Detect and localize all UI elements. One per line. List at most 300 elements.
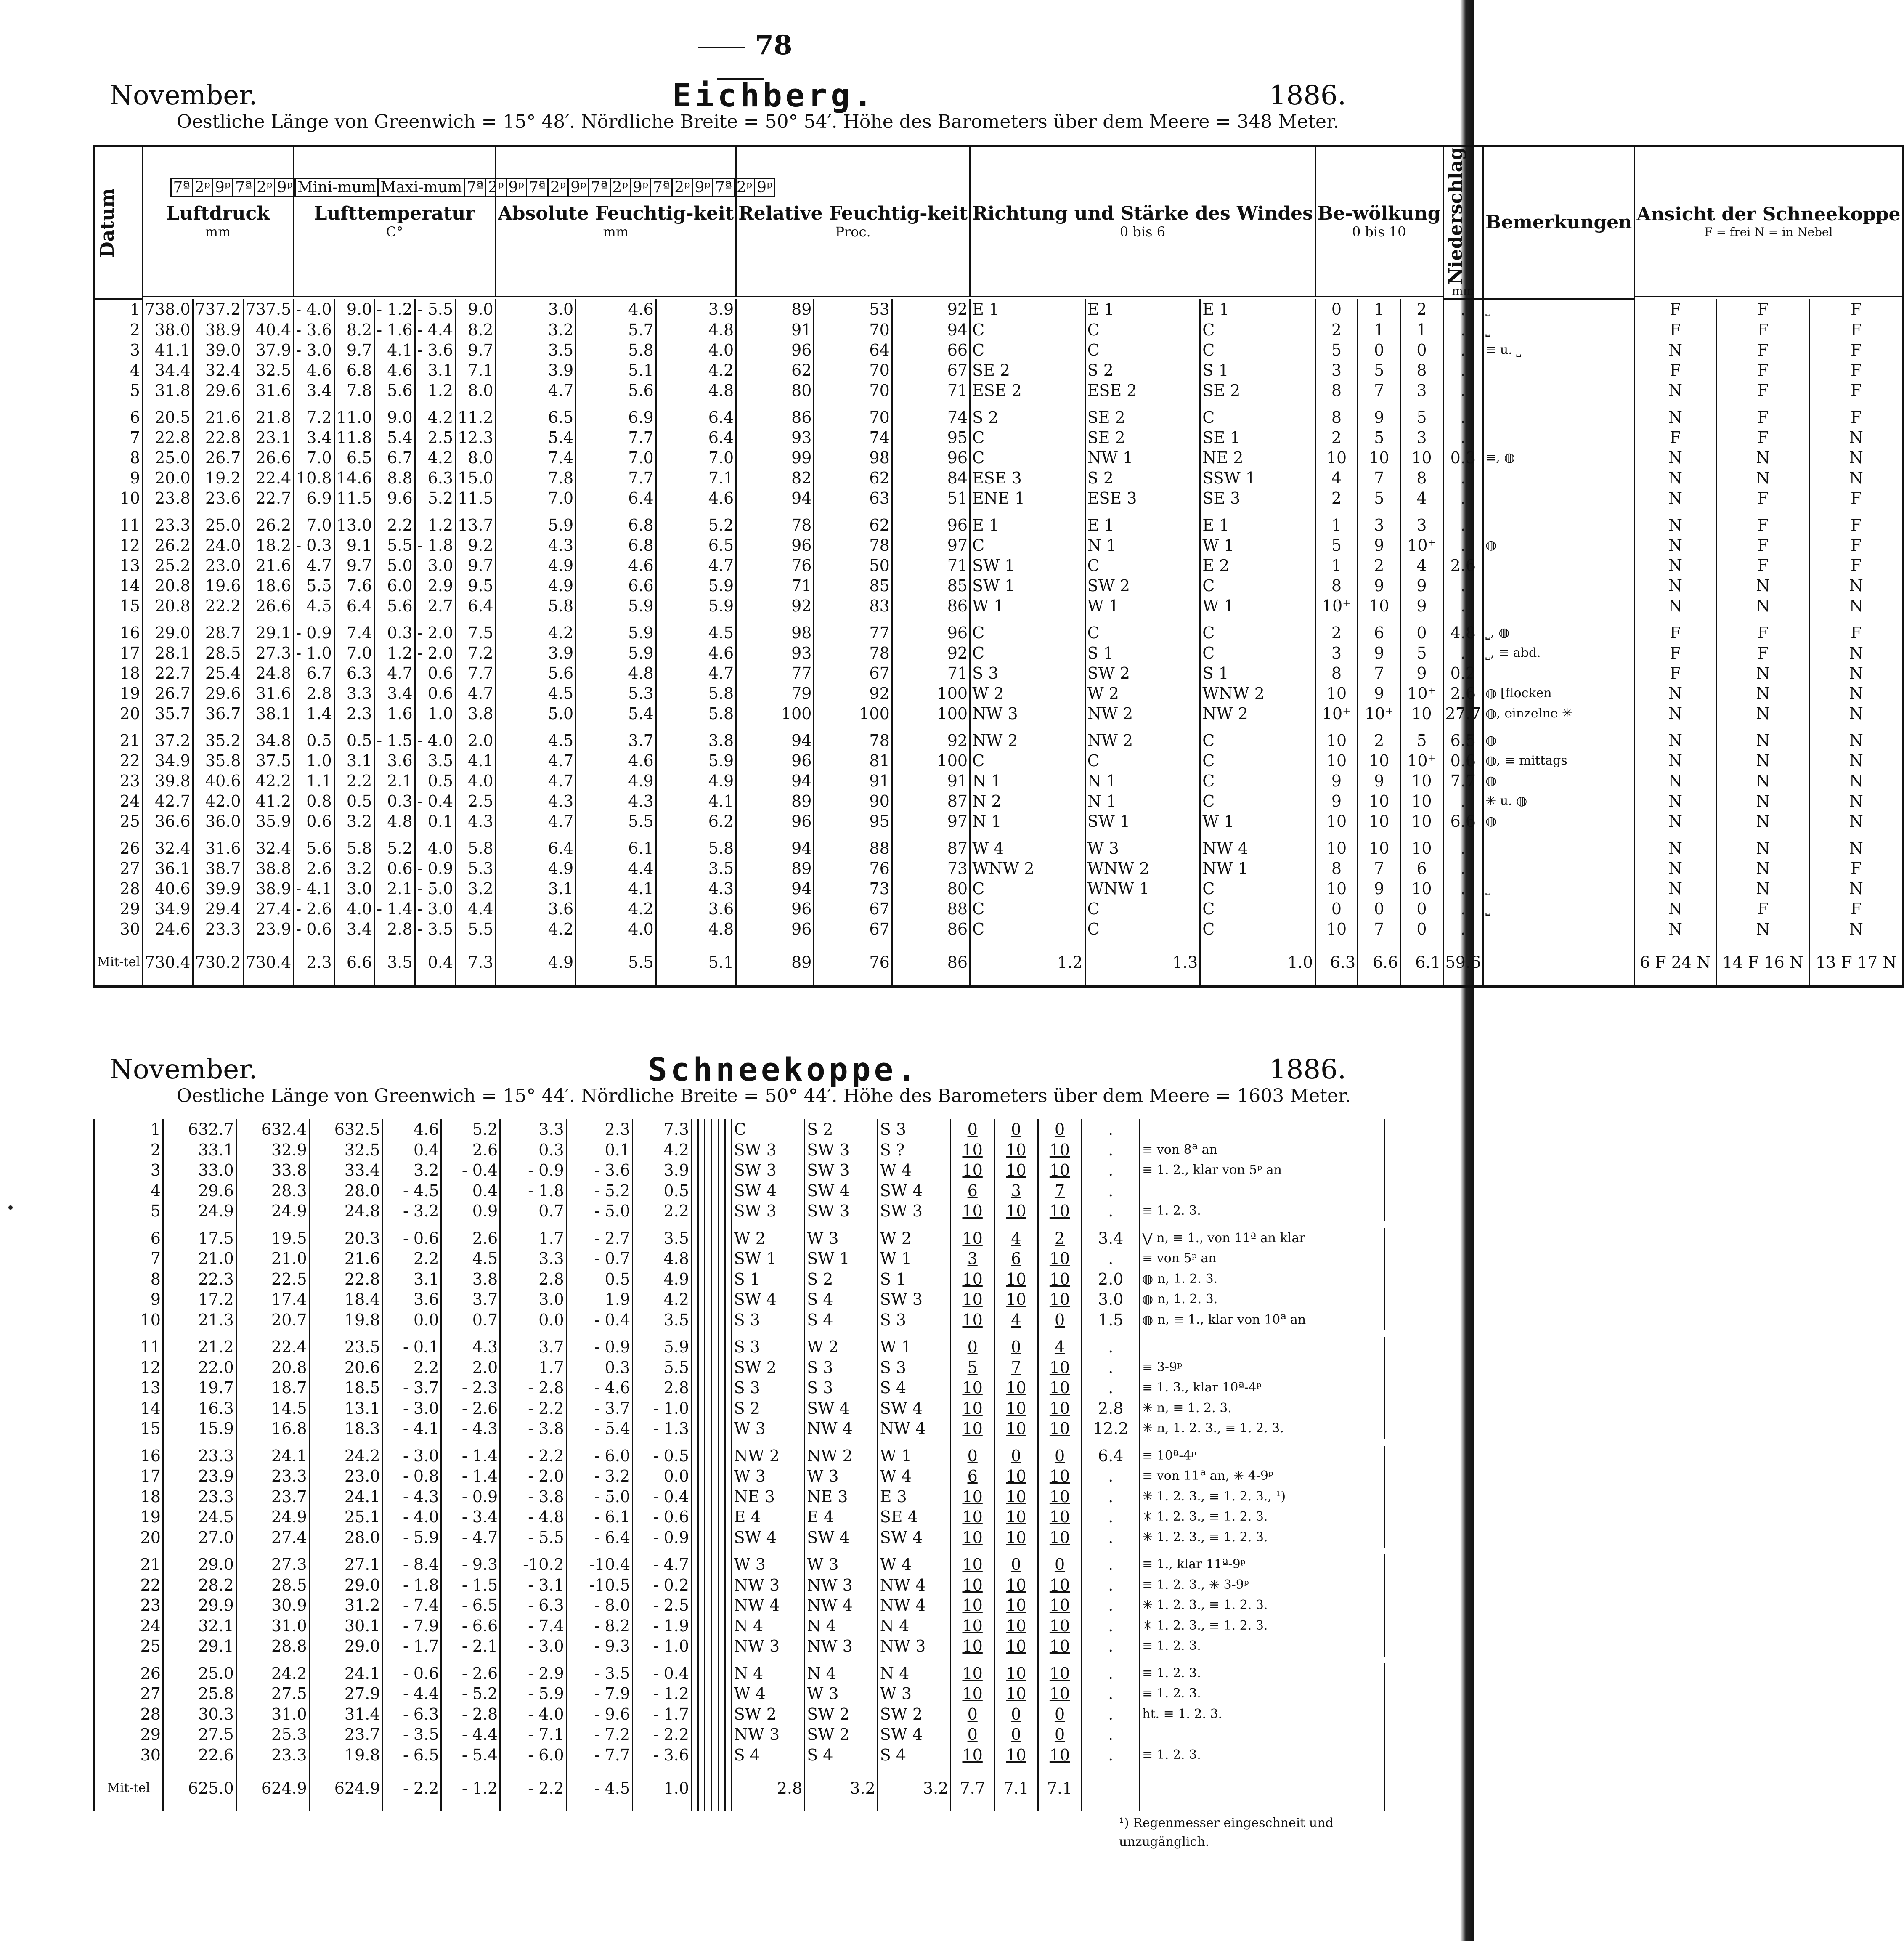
- table-cell: 3.0: [1082, 1289, 1140, 1310]
- table-cell: 10: [951, 1575, 994, 1596]
- table-cell: 1.5: [1082, 1310, 1140, 1330]
- table-cell: NW 1: [1200, 858, 1315, 879]
- table-cell: 4.7: [656, 555, 736, 576]
- table-cell: W 1: [1200, 596, 1315, 616]
- empty-cell: [691, 1337, 698, 1357]
- table-cell: 5.9: [496, 515, 576, 535]
- table-row: [95, 838, 1903, 858]
- table-cell: - 9.3: [441, 1554, 500, 1575]
- table-cell: 10: [951, 1289, 994, 1310]
- spacer-cell: [718, 1657, 725, 1663]
- mittel-cell: 7.1: [994, 1765, 1038, 1811]
- table-cell: 2.9: [415, 576, 455, 596]
- table-cell: 10: [1038, 1378, 1082, 1398]
- table-cell: 24.9: [236, 1201, 309, 1221]
- spacer-cell: [691, 1439, 698, 1446]
- spacer-cell: [1443, 616, 1483, 623]
- empty-cell: [718, 1683, 725, 1704]
- table-cell: SW 3: [878, 1201, 951, 1221]
- table-cell: - 4.0: [415, 730, 455, 751]
- table-cell: N: [1634, 407, 1716, 427]
- table-cell: 24.1: [309, 1663, 382, 1684]
- table-cell: 4.9: [656, 771, 736, 791]
- spacer-cell: [1085, 831, 1200, 838]
- table-cell: ◍, einzelne ✳: [1483, 704, 1634, 724]
- table-cell: 10: [1400, 704, 1443, 724]
- table-cell: 2: [95, 320, 143, 340]
- table-cell: 19: [94, 1507, 163, 1527]
- spacer-cell: [1634, 616, 1716, 623]
- empty-cell: [691, 1418, 698, 1439]
- table-cell: 33.8: [236, 1160, 309, 1181]
- table-cell: N: [1716, 858, 1809, 879]
- empty-cell: [725, 1181, 732, 1201]
- spacer-cell: [576, 401, 656, 407]
- table-cell: 12.2: [1082, 1418, 1140, 1439]
- table-cell: - 1.2: [633, 1683, 692, 1704]
- table-cell: 6.3: [415, 468, 455, 488]
- empty-cell: [705, 1446, 711, 1466]
- table-cell: - 2.5: [633, 1595, 692, 1616]
- table-row: [94, 1704, 1384, 1725]
- table-cell: 5.9: [633, 1337, 692, 1357]
- table-cell: - 0.1: [382, 1337, 441, 1357]
- spacer-cell: [193, 401, 243, 407]
- table-cell: NW 4: [878, 1418, 951, 1439]
- table-cell: .: [1082, 1181, 1140, 1201]
- empty-cell: [705, 1663, 711, 1684]
- table-cell: [1483, 427, 1634, 448]
- spacer-cell: [1082, 1548, 1140, 1554]
- table-cell: S 2: [970, 407, 1085, 427]
- page-number: 78: [656, 29, 825, 93]
- table-cell: 33.1: [163, 1140, 236, 1160]
- spacer-cell: [698, 1657, 705, 1663]
- mittel-cell: 6.6: [334, 939, 374, 987]
- empty-cell: [711, 1745, 718, 1766]
- mittel-cell: 2.3: [294, 939, 334, 987]
- empty-cell: [705, 1527, 711, 1548]
- table-cell: [1483, 407, 1634, 427]
- table-cell: .: [1082, 1636, 1140, 1657]
- table-cell: 4: [95, 360, 143, 380]
- table-cell: N: [1634, 899, 1716, 919]
- spacer-cell: [878, 1548, 951, 1554]
- table-cell: S 2: [1085, 468, 1200, 488]
- table-cell: - 4.4: [441, 1724, 500, 1745]
- table-cell: 32.9: [236, 1140, 309, 1160]
- table-cell: 4.6: [374, 360, 415, 380]
- empty-cell: [698, 1119, 705, 1140]
- table-cell: F: [1809, 858, 1903, 879]
- table-cell: SE 3: [1200, 488, 1315, 508]
- table-cell: 100: [892, 704, 970, 724]
- table-cell: 10: [1315, 811, 1358, 831]
- table-cell: W 4: [878, 1160, 951, 1181]
- spacer-cell: [691, 1548, 698, 1554]
- spacer-cell: [1716, 401, 1809, 407]
- table-cell: 91: [736, 320, 814, 340]
- table-cell: 4.3: [441, 1337, 500, 1357]
- table-cell: 0: [951, 1337, 994, 1357]
- table-cell: 10⁺: [1315, 704, 1358, 724]
- table-cell: 23.7: [309, 1724, 382, 1745]
- schneekoppe-month: November.: [109, 1054, 257, 1085]
- spacer-cell: [95, 401, 143, 407]
- table-cell: 10: [1038, 1269, 1082, 1290]
- table-cell: ◍: [1483, 811, 1634, 831]
- table-cell: [1483, 576, 1634, 596]
- spacer-cell: [95, 831, 143, 838]
- spacer-cell: [496, 508, 576, 515]
- spacer-cell: [1038, 1221, 1082, 1228]
- table-cell: - 4.3: [441, 1418, 500, 1439]
- spacer-cell: [294, 831, 334, 838]
- schneekoppe-year: 1886.: [1269, 1054, 1346, 1085]
- table-cell: 4.7: [496, 751, 576, 771]
- spacer-cell: [1716, 831, 1809, 838]
- table-cell: 2.2: [633, 1201, 692, 1221]
- spacer-cell: [805, 1657, 878, 1663]
- spacer-cell: [243, 831, 294, 838]
- table-cell: SW 4: [878, 1181, 951, 1201]
- table-cell: C: [1200, 576, 1315, 596]
- table-cell: 26: [94, 1663, 163, 1684]
- table-cell: 16.8: [236, 1418, 309, 1439]
- table-cell: E 1: [1200, 299, 1315, 320]
- spacer-cell: [1315, 616, 1358, 623]
- subheader-cell: 7ª: [464, 178, 486, 196]
- table-cell: 1: [1400, 320, 1443, 340]
- table-cell: 4.3: [576, 791, 656, 811]
- table-cell: 0: [951, 1446, 994, 1466]
- spacer-cell: [736, 508, 814, 515]
- table-cell: [1483, 596, 1634, 616]
- table-cell: 23: [94, 1595, 163, 1616]
- table-cell: 5.7: [576, 320, 656, 340]
- table-cell: S 2: [805, 1269, 878, 1290]
- table-cell: 5.4: [576, 704, 656, 724]
- table-cell: 9.7: [334, 340, 374, 360]
- table-cell: E 1: [970, 515, 1085, 535]
- mittel-cell: 3.2: [805, 1765, 878, 1811]
- table-cell: 13.7: [456, 515, 496, 535]
- table-cell: 19.7: [163, 1378, 236, 1398]
- spacer-cell: [736, 616, 814, 623]
- table-cell: 10⁺: [1400, 751, 1443, 771]
- table-cell: 2.1: [374, 879, 415, 899]
- table-cell: S 3: [878, 1357, 951, 1378]
- spacer-cell: [994, 1221, 1038, 1228]
- spacer-cell: [309, 1439, 382, 1446]
- table-cell: 84: [892, 468, 970, 488]
- empty-cell: [718, 1636, 725, 1657]
- table-cell: 51: [892, 488, 970, 508]
- table-cell: 71: [892, 555, 970, 576]
- table-cell: 0.5: [633, 1181, 692, 1201]
- table-cell: 7.1: [456, 360, 496, 380]
- remark-cell: ≡ 1., klar 11ª-9ᵖ: [1140, 1554, 1384, 1575]
- spacer-cell: [236, 1439, 309, 1446]
- table-cell: 7.0: [656, 448, 736, 468]
- table-cell: 4.0: [456, 771, 496, 791]
- table-cell: 23: [95, 771, 143, 791]
- empty-cell: [711, 1201, 718, 1221]
- table-cell: NW 3: [805, 1575, 878, 1596]
- spacer-cell: [334, 508, 374, 515]
- table-cell: 4.5: [656, 623, 736, 643]
- empty-cell: [691, 1683, 698, 1704]
- spacer-cell: [691, 1330, 698, 1337]
- table-cell: [1483, 380, 1634, 401]
- table-cell: 38.9: [193, 320, 243, 340]
- table-cell: 10: [994, 1527, 1038, 1548]
- table-cell: 3.7: [441, 1289, 500, 1310]
- mittel-cell: 7.1: [1038, 1765, 1082, 1811]
- table-cell: 6.4: [334, 596, 374, 616]
- table-cell: 2.8: [294, 683, 334, 704]
- table-cell: N: [1809, 468, 1903, 488]
- table-cell: - 2.8: [500, 1378, 566, 1398]
- table-cell: C: [970, 643, 1085, 663]
- table-cell: NE 3: [732, 1487, 805, 1507]
- table-row: [95, 623, 1903, 643]
- table-cell: [1483, 488, 1634, 508]
- mittel-cell: 6 F 24 N: [1634, 939, 1716, 987]
- spacer-cell: [496, 401, 576, 407]
- table-cell: 26.6: [243, 448, 294, 468]
- table-cell: 3: [1400, 427, 1443, 448]
- table-cell: 70: [814, 360, 892, 380]
- table-cell: N: [1716, 811, 1809, 831]
- table-cell: 22.7: [142, 663, 193, 683]
- empty-cell: [711, 1724, 718, 1745]
- table-cell: 10: [994, 1378, 1038, 1398]
- spacer-cell: [892, 616, 970, 623]
- table-cell: - 1.5: [441, 1575, 500, 1596]
- table-row: [95, 751, 1903, 771]
- table-cell: 10: [1315, 730, 1358, 751]
- table-cell: NW 4: [1200, 838, 1315, 858]
- table-cell: 7.7: [576, 427, 656, 448]
- table-cell: 4.7: [496, 380, 576, 401]
- spacer-cell: [236, 1330, 309, 1337]
- empty-cell: [705, 1575, 711, 1596]
- table-cell: 4.2: [633, 1289, 692, 1310]
- spacer-cell: [1716, 616, 1809, 623]
- subheader-cell: 2ᵖ: [672, 178, 692, 196]
- table-cell: 3.9: [633, 1160, 692, 1181]
- table-cell: N: [1634, 771, 1716, 791]
- empty-cell: [718, 1228, 725, 1249]
- table-cell: 37.9: [243, 340, 294, 360]
- spacer-cell: [243, 724, 294, 730]
- table-cell: 24.1: [236, 1446, 309, 1466]
- table-row: [95, 919, 1903, 939]
- spacer-cell: [441, 1330, 500, 1337]
- col-rel-feuchte: Relative Feuchtig-keit Proc.: [736, 146, 970, 297]
- table-cell: 31.8: [142, 380, 193, 401]
- table-cell: N: [1809, 730, 1903, 751]
- table-cell: - 7.4: [382, 1595, 441, 1616]
- table-cell: 0: [1400, 919, 1443, 939]
- table-cell: 10: [994, 1160, 1038, 1181]
- table-cell: SW 4: [732, 1289, 805, 1310]
- table-cell: - 6.0: [566, 1446, 632, 1466]
- table-cell: 3.2: [334, 858, 374, 879]
- table-cell: 21: [95, 730, 143, 751]
- remark-cell: ✳ 1. 2. 3., ≡ 1. 2. 3.: [1140, 1507, 1384, 1527]
- table-cell: E 4: [805, 1507, 878, 1527]
- table-cell: 10: [1038, 1575, 1082, 1596]
- table-cell: 92: [814, 683, 892, 704]
- table-cell: 5.2: [415, 488, 455, 508]
- table-cell: W 2: [1085, 683, 1200, 704]
- table-cell: 4.2: [496, 623, 576, 643]
- spacer-cell: [1634, 724, 1716, 730]
- table-cell: - 5.9: [500, 1683, 566, 1704]
- table-cell: 30.9: [236, 1595, 309, 1616]
- spacer-cell: [705, 1657, 711, 1663]
- col-niederschlag: Niederschlag mm: [1443, 146, 1483, 299]
- table-cell: W 4: [878, 1466, 951, 1487]
- table-cell: 93: [736, 427, 814, 448]
- table-cell: 22.0: [163, 1357, 236, 1378]
- table-row: [95, 340, 1903, 360]
- table-cell: 0.6: [374, 858, 415, 879]
- table-cell: - 4.4: [382, 1683, 441, 1704]
- table-cell: 10: [1038, 1160, 1082, 1181]
- table-cell: - 3.2: [382, 1201, 441, 1221]
- table-cell: - 3.4: [441, 1507, 500, 1527]
- table-cell: 9.7: [456, 340, 496, 360]
- table-cell: .: [1082, 1160, 1140, 1181]
- mittel-cell: 4.9: [496, 939, 576, 987]
- spacer-cell: [496, 831, 576, 838]
- spacer-cell: [1358, 724, 1400, 730]
- table-cell: 31.6: [243, 683, 294, 704]
- table-cell: - 1.9: [633, 1616, 692, 1636]
- empty-cell: [718, 1527, 725, 1548]
- table-cell: 10: [951, 1487, 994, 1507]
- spacer-cell: [1200, 616, 1315, 623]
- table-cell: SW 2: [805, 1724, 878, 1745]
- schneekoppe-header: [101, 1051, 1363, 1130]
- table-cell: 10: [951, 1595, 994, 1616]
- table-cell: 10: [1038, 1357, 1082, 1378]
- spacer-cell: [1082, 1657, 1140, 1663]
- table-cell: 0: [994, 1446, 1038, 1466]
- table-cell: 13: [95, 555, 143, 576]
- spacer-cell: [566, 1657, 632, 1663]
- table-cell: N: [1634, 380, 1716, 401]
- table-cell: [1483, 360, 1634, 380]
- spacer-cell: [334, 401, 374, 407]
- table-cell: F: [1809, 407, 1903, 427]
- table-cell: - 0.9: [441, 1487, 500, 1507]
- table-cell: 38.7: [193, 858, 243, 879]
- empty-cell: [725, 1446, 732, 1466]
- table-cell: N: [1634, 448, 1716, 468]
- spacer-cell: [878, 1221, 951, 1228]
- table-cell: S 4: [805, 1745, 878, 1766]
- empty-cell: [725, 1119, 732, 1140]
- empty-cell: [705, 1507, 711, 1527]
- table-cell: 737.2: [193, 299, 243, 320]
- table-cell: - 0.3: [294, 535, 334, 555]
- table-cell: 7.5: [456, 623, 496, 643]
- table-row: [95, 407, 1903, 427]
- table-cell: 7.0: [496, 488, 576, 508]
- table-row: [94, 1575, 1384, 1596]
- table-cell: N 4: [805, 1616, 878, 1636]
- spacer-cell: [441, 1439, 500, 1446]
- table-cell: - 7.9: [382, 1616, 441, 1636]
- table-cell: W 1: [1200, 535, 1315, 555]
- table-cell: E 4: [732, 1507, 805, 1527]
- spacer-cell: [691, 1221, 698, 1228]
- table-cell: 25: [95, 811, 143, 831]
- table-cell: 2: [1315, 427, 1358, 448]
- table-cell: N: [1809, 427, 1903, 448]
- spacer-cell: [1400, 616, 1443, 623]
- table-row: [95, 858, 1903, 879]
- table-cell: 22.8: [193, 427, 243, 448]
- table-cell: 28.8: [236, 1636, 309, 1657]
- spacer-cell: [718, 1548, 725, 1554]
- subheader-cell: 9ᵖ: [212, 178, 233, 196]
- spacer-cell: [656, 401, 736, 407]
- table-cell: 4.5: [496, 730, 576, 751]
- mittel-cell: 13 F 17 N: [1809, 939, 1903, 987]
- spacer-cell: [951, 1657, 994, 1663]
- remark-cell: ≡ 1. 2. 3.: [1140, 1201, 1384, 1221]
- spacer-cell: [309, 1548, 382, 1554]
- table-cell: 0: [951, 1724, 994, 1745]
- table-cell: 25.0: [193, 515, 243, 535]
- table-cell: 0.5: [334, 730, 374, 751]
- table-cell: 19.6: [193, 576, 243, 596]
- table-cell: N: [1634, 683, 1716, 704]
- table-cell: 8: [1400, 360, 1443, 380]
- table-cell: C: [1200, 340, 1315, 360]
- empty-cell: [698, 1704, 705, 1725]
- table-cell: 5.9: [576, 643, 656, 663]
- table-cell: 10: [994, 1636, 1038, 1657]
- table-cell: 10: [951, 1378, 994, 1398]
- empty-cell: [725, 1269, 732, 1290]
- spacer-cell: [163, 1439, 236, 1446]
- table-cell: 6.3: [334, 663, 374, 683]
- table-row: [94, 1745, 1384, 1766]
- table-cell: SE 1: [1200, 427, 1315, 448]
- table-cell: 97: [892, 811, 970, 831]
- table-cell: 5.8: [656, 683, 736, 704]
- table-cell: 12.3: [456, 427, 496, 448]
- table-cell: 30.3: [163, 1704, 236, 1725]
- spacer-cell: [970, 616, 1085, 623]
- empty-cell: [711, 1575, 718, 1596]
- table-cell: F: [1809, 360, 1903, 380]
- table-cell: 2.2: [374, 515, 415, 535]
- table-cell: 10: [1038, 1140, 1082, 1160]
- table-cell: 94: [736, 488, 814, 508]
- table-cell: 6: [951, 1466, 994, 1487]
- spacer-cell: [814, 724, 892, 730]
- table-cell: 3.8: [441, 1269, 500, 1290]
- table-cell: 8: [1315, 407, 1358, 427]
- eichberg-year: 1886.: [1269, 80, 1346, 111]
